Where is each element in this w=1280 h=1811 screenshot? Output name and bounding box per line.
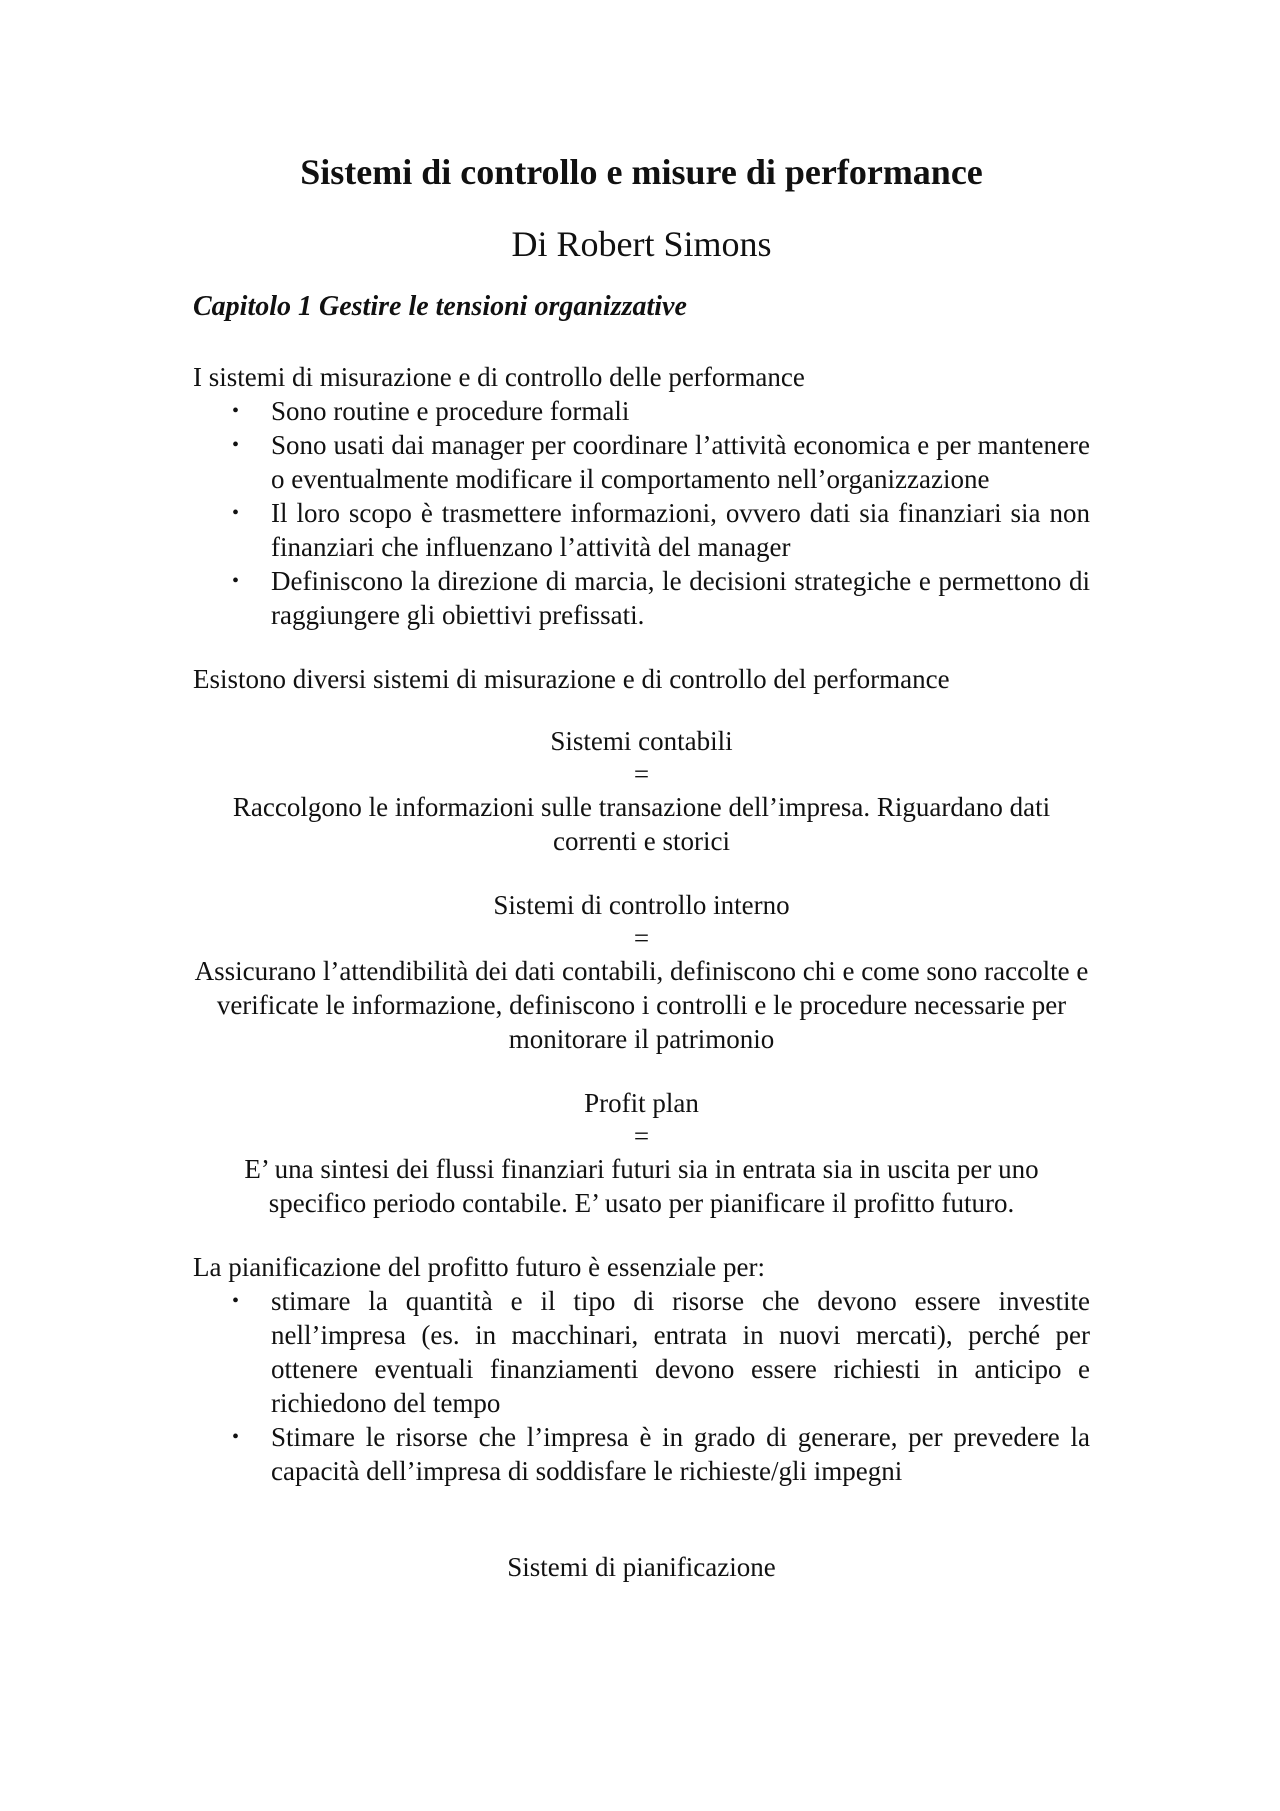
definition-term: Sistemi di controllo interno <box>493 890 790 920</box>
bullet-icon: • <box>232 570 240 592</box>
bullet-icon: • <box>232 1290 240 1312</box>
definition-text: Assicurano l’attendibilità dei dati contabili, definiscono chi e come sono raccolte e verificate le informazione, definiscono i controlli e le procedure necessarie per monitorare il patrimonio <box>194 956 1089 1054</box>
chapter-heading: Capitolo 1 Gestire le tensioni organizzative <box>193 291 687 322</box>
bullet-icon: • <box>232 434 240 456</box>
section1-bullet-list <box>193 394 1090 632</box>
bullet-icon: • <box>232 502 240 524</box>
document-author: Di Robert Simons <box>511 224 772 264</box>
section3-bullet-list <box>193 1284 1090 1488</box>
list-item <box>232 394 1090 428</box>
definition-text: Raccolgono le informazioni sulle transazione dell’impresa. Riguardano dati correnti e storici <box>232 792 1051 856</box>
equals-sign: = <box>633 759 650 789</box>
list-item <box>232 564 1090 632</box>
document-page <box>193 150 1090 1584</box>
bullet-icon: • <box>232 1426 240 1448</box>
list-item-text: Sono usati dai manager per coordinare l’attività economica e per mantenere o eventualmente modificare il comportamento nell’organizzazione <box>271 430 1090 494</box>
section3-intro: La pianificazione del profitto futuro è essenziale per: <box>193 1252 765 1282</box>
document-title: Sistemi di controllo e misure di performance <box>300 152 983 192</box>
list-item-text: Stimare le risorse che l’impresa è in grado di generare, per prevedere la capacità dell’impresa di soddisfare le richieste/gli impegni <box>271 1422 1090 1486</box>
bullet-icon: • <box>232 400 240 422</box>
list-item <box>232 1284 1090 1420</box>
list-item <box>232 428 1090 496</box>
list-item <box>232 1420 1090 1488</box>
definition-block <box>193 1086 1090 1220</box>
definition-text: E’ una sintesi dei flussi finanziari futuri sia in entrata sia in uscita per uno specifico periodo contabile. E’ usato per pianificare il profitto futuro. <box>244 1154 1039 1218</box>
list-item-text: Definiscono la direzione di marcia, le decisioni strategiche e permettono di raggiungere gli obiettivi prefissati. <box>271 566 1090 630</box>
list-item-text: Il loro scopo è trasmettere informazioni, ovvero dati sia finanziari sia non finanziari che influenzano l’attività del manager <box>271 498 1090 562</box>
equals-sign: = <box>633 923 650 953</box>
section2-intro: Esistono diversi sistemi di misurazione e di controllo del performance <box>193 664 950 694</box>
equals-sign: = <box>633 1121 650 1151</box>
list-item-text: Sono routine e procedure formali <box>271 396 630 426</box>
section4-title: Sistemi di pianificazione <box>507 1552 776 1582</box>
definition-term: Profit plan <box>584 1088 699 1118</box>
section1-intro: I sistemi di misurazione e di controllo delle performance <box>193 362 805 392</box>
definition-block <box>193 724 1090 858</box>
definition-block <box>193 888 1090 1056</box>
definition-term: Sistemi contabili <box>550 726 733 756</box>
list-item-text: stimare la quantità e il tipo di risorse che devono essere investite nell’impresa (es. in macchinari, entrata in nuovi mercati), perché per ottenere eventuali finanziamenti devono essere richiesti in anticipo e richiedono del tempo <box>271 1286 1090 1418</box>
list-item <box>232 496 1090 564</box>
